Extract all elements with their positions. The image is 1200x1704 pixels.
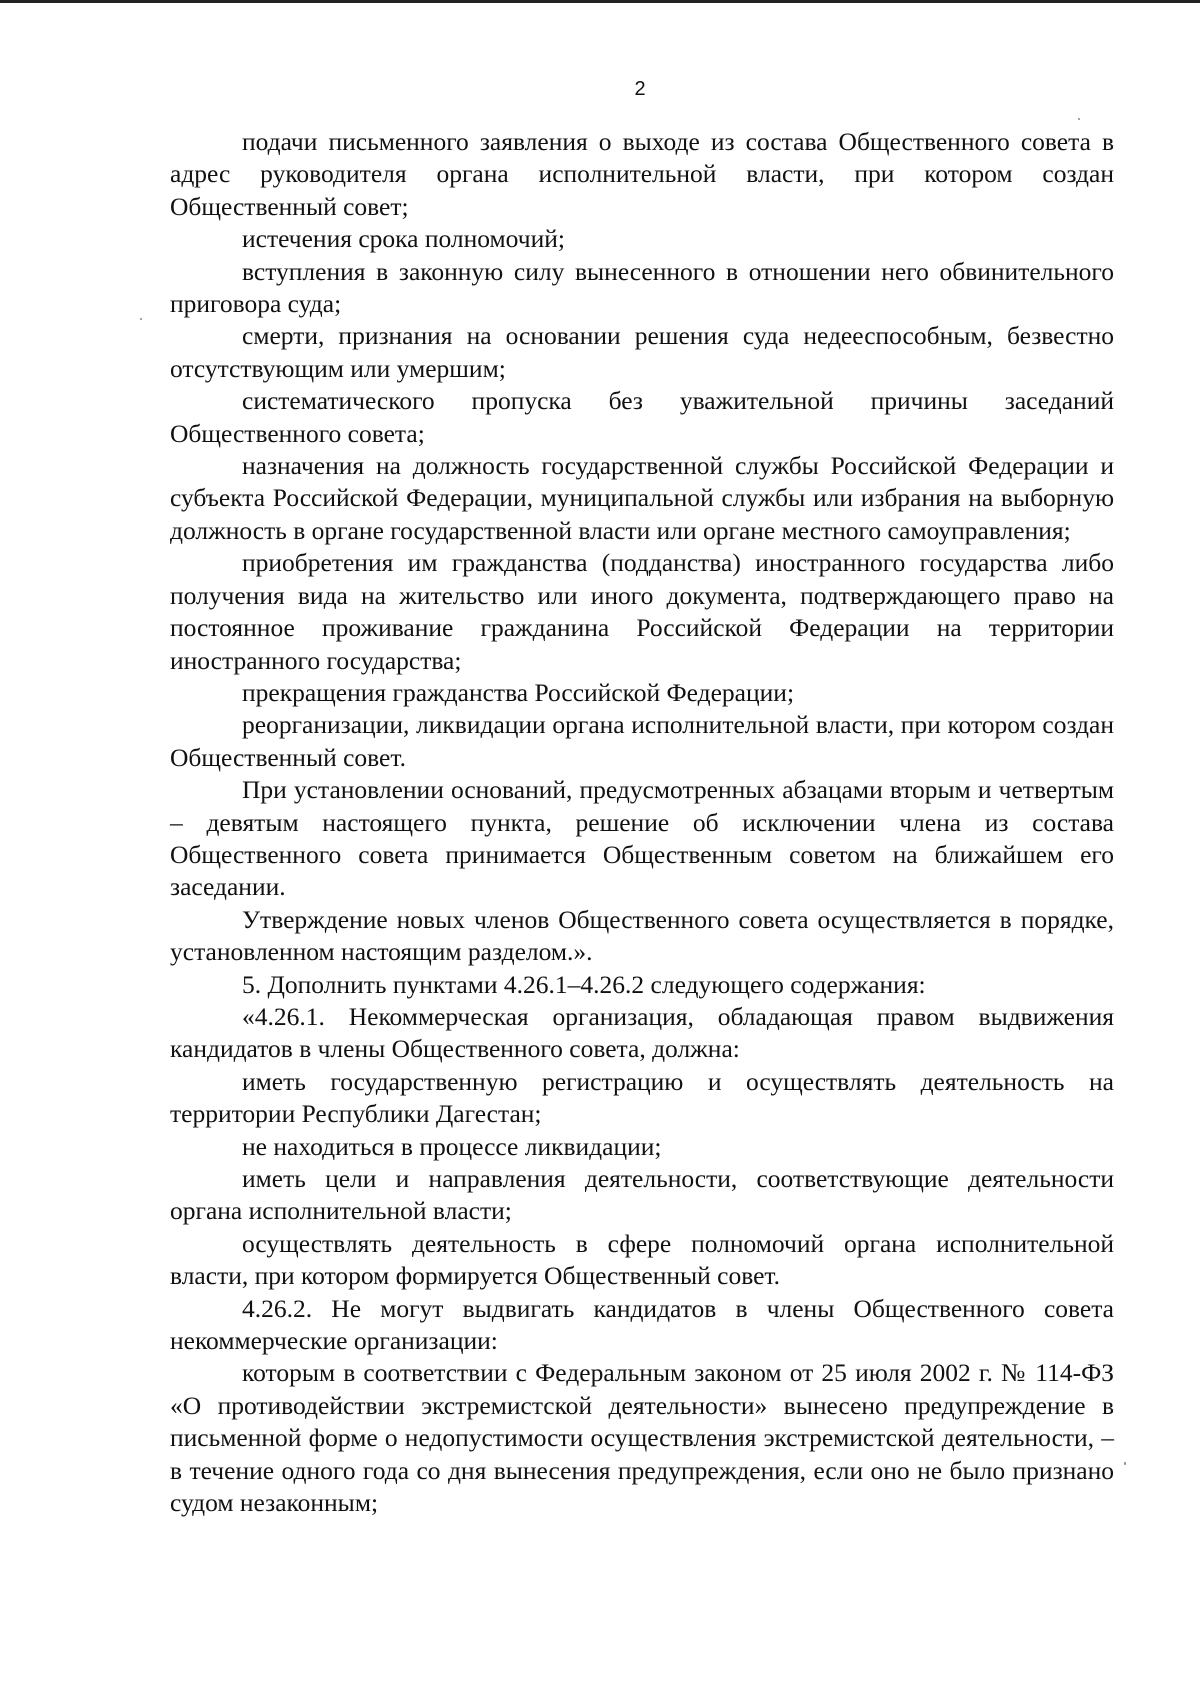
document-body xyxy=(170,126,1114,1519)
paragraph-6: назначения на должность государственной службы Российской Федерации и субъекта Российской Федерации, муниципальной службы или избрания на выборную должность в органе государственной власти или органе местного самоуправления; xyxy=(170,451,1114,545)
paragraph-15: не находиться в процессе ликвидации; xyxy=(242,1131,662,1161)
paragraph-4: смерти, признания на основании решения суда недееспособным, безвестно отсутствующим или умершим; xyxy=(170,321,1114,383)
paragraph-13: «4.26.1. Некоммерческая организация, обладающая правом выдвижения кандидатов в члены Общественного совета, должна: xyxy=(170,1001,1114,1064)
scan-speck xyxy=(1124,1462,1126,1465)
page-number: 2 xyxy=(634,78,646,100)
paragraph-5: систематического пропуска без уважительной причины заседаний Общественного совета; xyxy=(170,386,1114,448)
scan-edge-line xyxy=(0,0,1200,3)
paragraph-16: иметь цели и направления деятельности, соответствующие деятельности органа исполнительной власти; xyxy=(170,1164,1114,1226)
paragraph-19: которым в соответствии с Федеральным законом от 25 июля 2002 г. № 114-ФЗ «О противодействии экстремистской деятельности» вынесено предупреждение в письменной форме о недопустимости осуществления экстремистской деятельности, – в течение одного года со дня вынесения предупреждения, если оно не было признано судом незаконным; xyxy=(170,1358,1114,1518)
paragraph-9: реорганизации, ликвидации органа исполнительной власти, при котором создан Общественный совет. xyxy=(170,710,1114,772)
paragraph-3: вступления в законную силу вынесенного в отношении него обвинительного приговора суда; xyxy=(170,256,1114,319)
paragraph-10: При установлении оснований, предусмотренных абзацами вторым и четвертым – девятым настоящего пункта, решение об исключении члена из состава Общественного совета принимается Общественным советом на ближайшем его заседании. xyxy=(170,775,1114,902)
paragraph-1: подачи письменного заявления о выходе из состава Общественного совета в адрес руководителя органа исполнительной власти, при котором создан Общественный совет; xyxy=(170,127,1114,221)
paragraph-14: иметь государственную регистрацию и осуществлять деятельность на территории Республики Дагестан; xyxy=(170,1066,1114,1129)
paragraph-8: прекращения гражданства Российской Федерации; xyxy=(242,677,795,707)
scan-speck xyxy=(140,318,142,320)
paragraph-17: осуществлять деятельность в сфере полномочий органа исполнительной власти, при котором формируется Общественный совет. xyxy=(170,1228,1114,1291)
paragraph-2: истечения срока полномочий; xyxy=(242,224,565,254)
scan-speck xyxy=(1078,118,1080,120)
paragraph-18: 4.26.2. Не могут выдвигать кандидатов в члены Общественного совета некоммерческие организации: xyxy=(170,1293,1114,1356)
paragraph-11: Утверждение новых членов Общественного совета осуществляется в порядке, установленном настоящим разделом.». xyxy=(170,904,1114,967)
paragraph-12: 5. Дополнить пунктами 4.26.1–4.26.2 следующего содержания: xyxy=(242,969,926,999)
paragraph-7: приобретения им гражданства (подданства) иностранного государства либо получения вида на жительство или иного документа, подтверждающего право на постоянное проживание гражданина Российской Федерации на территории иностранного государства; xyxy=(170,548,1114,675)
